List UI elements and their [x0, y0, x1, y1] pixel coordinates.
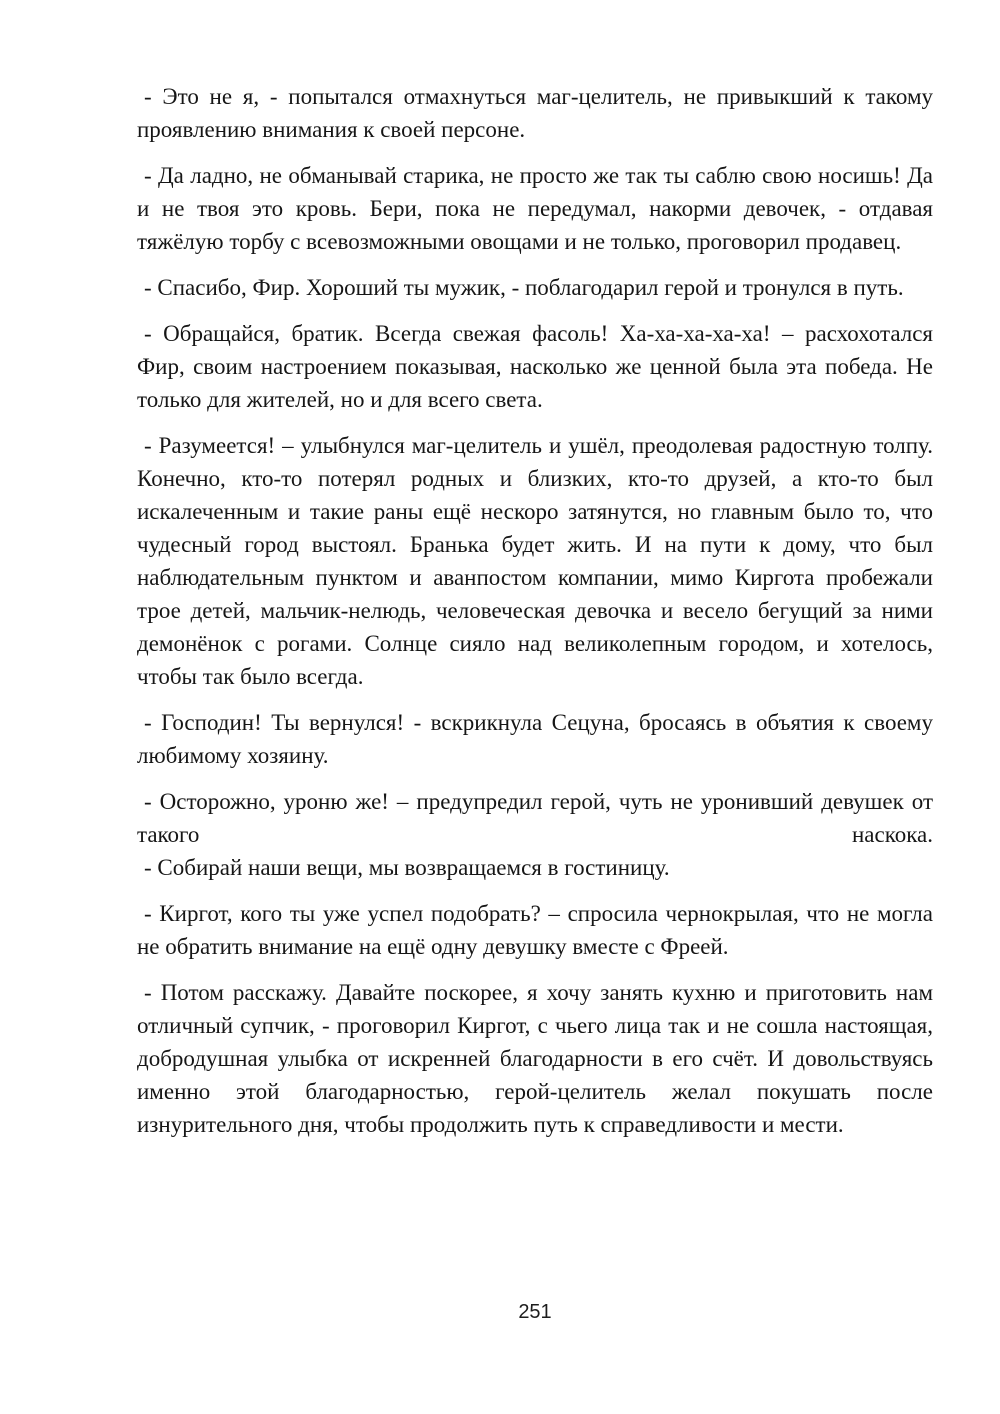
paragraph-9: - Потом расскажу. Давайте поскорее, я хочу занять кухню и приготовить нам отличный супчик, - проговорил Киргот, с чьего лица так и не сошла настоящая, добродушная улыбка от искренней благодарности в его счёт. И довольствуясь именно этой благодарностью, герой-целитель желал покушать после изнурительного дня, чтобы продолжить путь к справедливости и мести.	[137, 980, 933, 1137]
paragraph-7-line-1: - Осторожно, уроню же! – предупредил герой, чуть не уронивший девушек от	[144, 789, 933, 814]
paragraph-7-word-right: наскока.	[851, 822, 933, 847]
paragraph-1: - Это не я, - попытался отмахнуться маг-целитель, не привыкший к такому проявлению внимания к своей персоне.	[137, 84, 933, 142]
paragraph-7-line-3: - Собирай наши вещи, мы возвращаемся в гостиницу.	[144, 855, 670, 880]
paragraph-7-line-2	[137, 818, 933, 851]
paragraph-2: - Да ладно, не обманывай старика, не просто же так ты саблю свою носишь! Да и не твоя это кровь. Бери, пока не передумал, накорми девочек, - отдавая тяжёлую торбу с всевозможными овощами и не только, проговорил продавец.	[137, 163, 933, 254]
paragraph-5: - Разумеется! – улыбнулся маг-целитель и ушёл, преодолевая радостную толпу. Конечно, кто-то потерял родных и близких, кто-то друзей, а кто-то был искалеченным и такие раны ещё нескоро затянутся, но главным было то, что чудесный город выстоял. Бранька будет жить. И на пути к дому, что был наблюдательным пунктом и аванпостом компании, мимо Киргота пробежали трое детей, мальчик-нелюдь, человеческая девочка и весело бегущий за ними демонёнок с рогами. Солнце сияло над великолепным городом, и хотелось, чтобы так было всегда.	[137, 433, 933, 689]
paragraph-4: - Обращайся, братик. Всегда свежая фасоль! Ха-ха-ха-ха-ха! – расхохотался Фир, своим настроением показывая, насколько же ценной была эта победа. Не только для жителей, но и для всего света.	[137, 321, 933, 412]
paragraph-7	[137, 785, 933, 884]
paragraph-7-word-left: такого	[137, 822, 200, 847]
paragraph-8: - Киргот, кого ты уже успел подобрать? – спросила чернокрылая, что не могла не обратить внимание на ещё одну девушку вместе с Фреей.	[137, 901, 933, 959]
paragraph-6: - Господин! Ты вернулся! - вскрикнула Сецуна, бросаясь в объятия к своему любимому хозяину.	[137, 710, 933, 768]
paragraph-3: - Спасибо, Фир. Хороший ты мужик, - поблагодарил герой и тронулся в путь.	[144, 275, 904, 300]
page-number: 251	[518, 1301, 552, 1323]
